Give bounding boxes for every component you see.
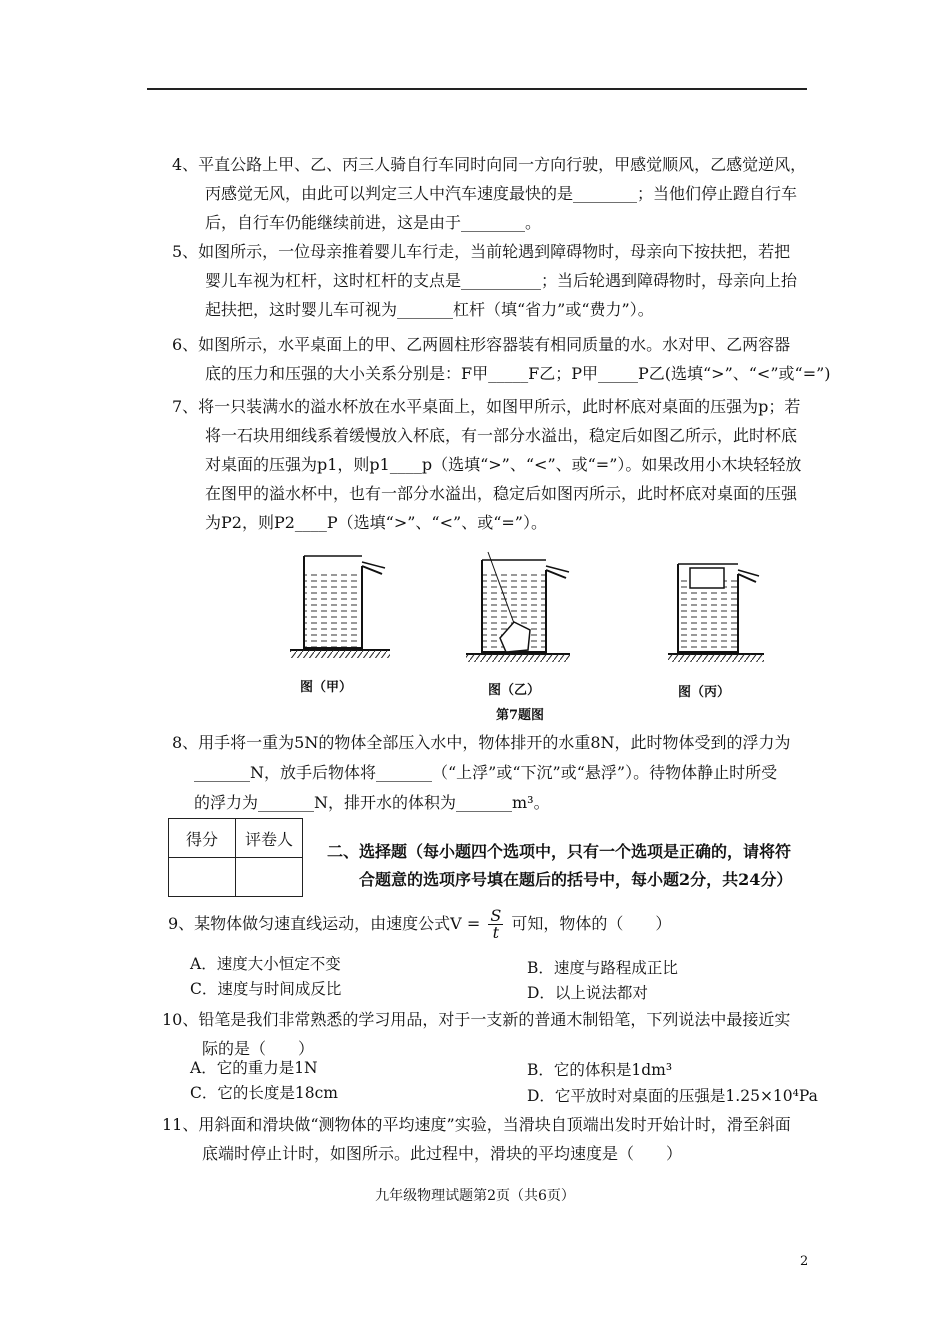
question-11 — [162, 1110, 852, 1168]
q5-line2: 婴儿车视为杠杆，这时杠杆的支点是__________；当后轮遇到障碍物时，母亲向上抬 — [205, 271, 798, 290]
velocity-fraction — [488, 908, 503, 941]
q11-line2: 底端时停止计时，如图所示。此过程中，滑块的平均速度是（ ） — [202, 1144, 683, 1163]
q7-line5: 为P2，则P2____P（选填“>”、“<”、或“=”）。 — [205, 513, 547, 532]
q9-option-d: D．以上说法都对 — [527, 984, 648, 1002]
q6-line1: 6、如图所示，水平桌面上的甲、乙两圆柱形容器装有相同质量的水。水对甲、乙两容器 — [172, 335, 791, 354]
q7-line4: 在图甲的溢水杯中，也有一部分水溢出，稳定后如图丙所示，此时杯底对桌面的压强 — [205, 484, 798, 503]
q5-line3: 起扶把，这时婴儿车可视为_______杠杆（填“省力”或“费力”）。 — [205, 300, 654, 319]
score-table — [168, 818, 303, 897]
q7-line3: 对桌面的压强为p1，则p1____p（选填“>”、“<”、或“=”）。如果改用小木块轻轻放 — [205, 455, 802, 474]
figure-label-b: 图（乙） — [488, 683, 541, 698]
overflow-cup-diagram — [290, 548, 780, 678]
q9-option-b: B．速度与路程成正比 — [527, 959, 678, 977]
q10-option-c: C．它的长度是18cm — [190, 1084, 338, 1102]
figure-7 — [290, 548, 780, 723]
q4-line1: 4、平直公路上甲、乙、丙三人骑自行车同时向同一方向行驶，甲感觉顺风，乙感觉逆风， — [172, 155, 807, 174]
question-5 — [172, 237, 862, 324]
q9-option-a: A．速度大小恒定不变 — [190, 955, 341, 973]
question-9 — [168, 908, 858, 941]
page-footer: 九年级物理试题第2页（共6页） — [375, 1188, 575, 1204]
fraction-numerator: S — [490, 906, 502, 925]
fraction-denominator: t — [492, 923, 500, 942]
q7-line1: 7、将一只装满水的溢水杯放在水平桌面上，如图甲所示，此时杯底对桌面的压强为p；若 — [172, 397, 801, 416]
question-4 — [172, 150, 862, 237]
q7-line2: 将一石块用细线系着缓慢放入杯底，有一部分水溢出，稳定后如图乙所示，此时杯底 — [205, 426, 798, 445]
figure-caption: 第7题图 — [496, 708, 545, 723]
question-8 — [172, 728, 862, 818]
q10-option-a: A．它的重力是1N — [190, 1059, 318, 1077]
figure-label-c: 图（丙） — [678, 685, 731, 700]
score-cell — [169, 858, 236, 897]
grader-cell — [236, 858, 303, 897]
figure-label-a: 图（甲） — [300, 680, 353, 695]
header-rule — [147, 88, 807, 90]
q10-option-b: B．它的体积是1dm³ — [527, 1061, 673, 1079]
section-2-line1: 二、选择题（每小题四个选项中，只有一个选项是正确的，请将符 — [327, 842, 792, 861]
question-7 — [172, 392, 862, 537]
q10-line1: 10、铅笔是我们非常熟悉的学习用品，对于一支新的普通木制铅笔，下列说法中最接近实 — [162, 1010, 791, 1029]
q11-line1: 11、用斜面和滑块做“测物体的平均速度”实验，当滑块自顶端出发时开始计时，滑至斜面 — [162, 1115, 791, 1134]
page-number: 2 — [800, 1254, 809, 1269]
q8-line2: _______N，放手后物体将_______（“上浮”或“下沉”或“悬浮”）。待物体静止时所受 — [194, 763, 778, 782]
grader-header: 评卷人 — [236, 819, 303, 858]
question-10 — [162, 1005, 852, 1063]
q6-line2: 底的压力和压强的大小关系分别是：F甲_____F乙；P甲_____P乙(选填“>”、“<”或“=”) — [205, 364, 831, 383]
section-2-heading — [327, 838, 857, 894]
q9-stem-before: 9、某物体做匀速直线运动，由速度公式V = — [168, 914, 481, 933]
q9-stem-after: 可知，物体的（ ） — [511, 914, 672, 933]
section-2-line2: 合题意的选项序号填在题后的括号中，每小题2分，共24分） — [359, 870, 793, 889]
q8-line3: 的浮力为_______N，排开水的体积为_______m³。 — [194, 793, 550, 812]
question-6 — [172, 330, 862, 388]
cup-c — [668, 564, 764, 662]
score-header: 得分 — [169, 819, 236, 858]
q5-line1: 5、如图所示，一位母亲推着婴儿车行走，当前轮遇到障碍物时，母亲向下按扶把，若把 — [172, 242, 791, 261]
q4-line3: 后，自行车仍能继续前进，这是由于________。 — [205, 213, 542, 232]
q9-option-c: C．速度与时间成反比 — [190, 980, 342, 998]
q10-line2: 际的是（ ） — [202, 1039, 315, 1058]
cup-b — [466, 552, 570, 662]
cup-a — [290, 556, 390, 658]
q10-option-d: D．它平放时对桌面的压强是1.25×10⁴Pa — [527, 1087, 818, 1105]
q8-line1: 8、用手将一重为5N的物体全部压入水中，物体排开的水重8N，此时物体受到的浮力为 — [172, 733, 791, 752]
q4-line2: 丙感觉无风，由此可以判定三人中汽车速度最快的是________；当他们停止蹬自行车 — [205, 184, 798, 203]
